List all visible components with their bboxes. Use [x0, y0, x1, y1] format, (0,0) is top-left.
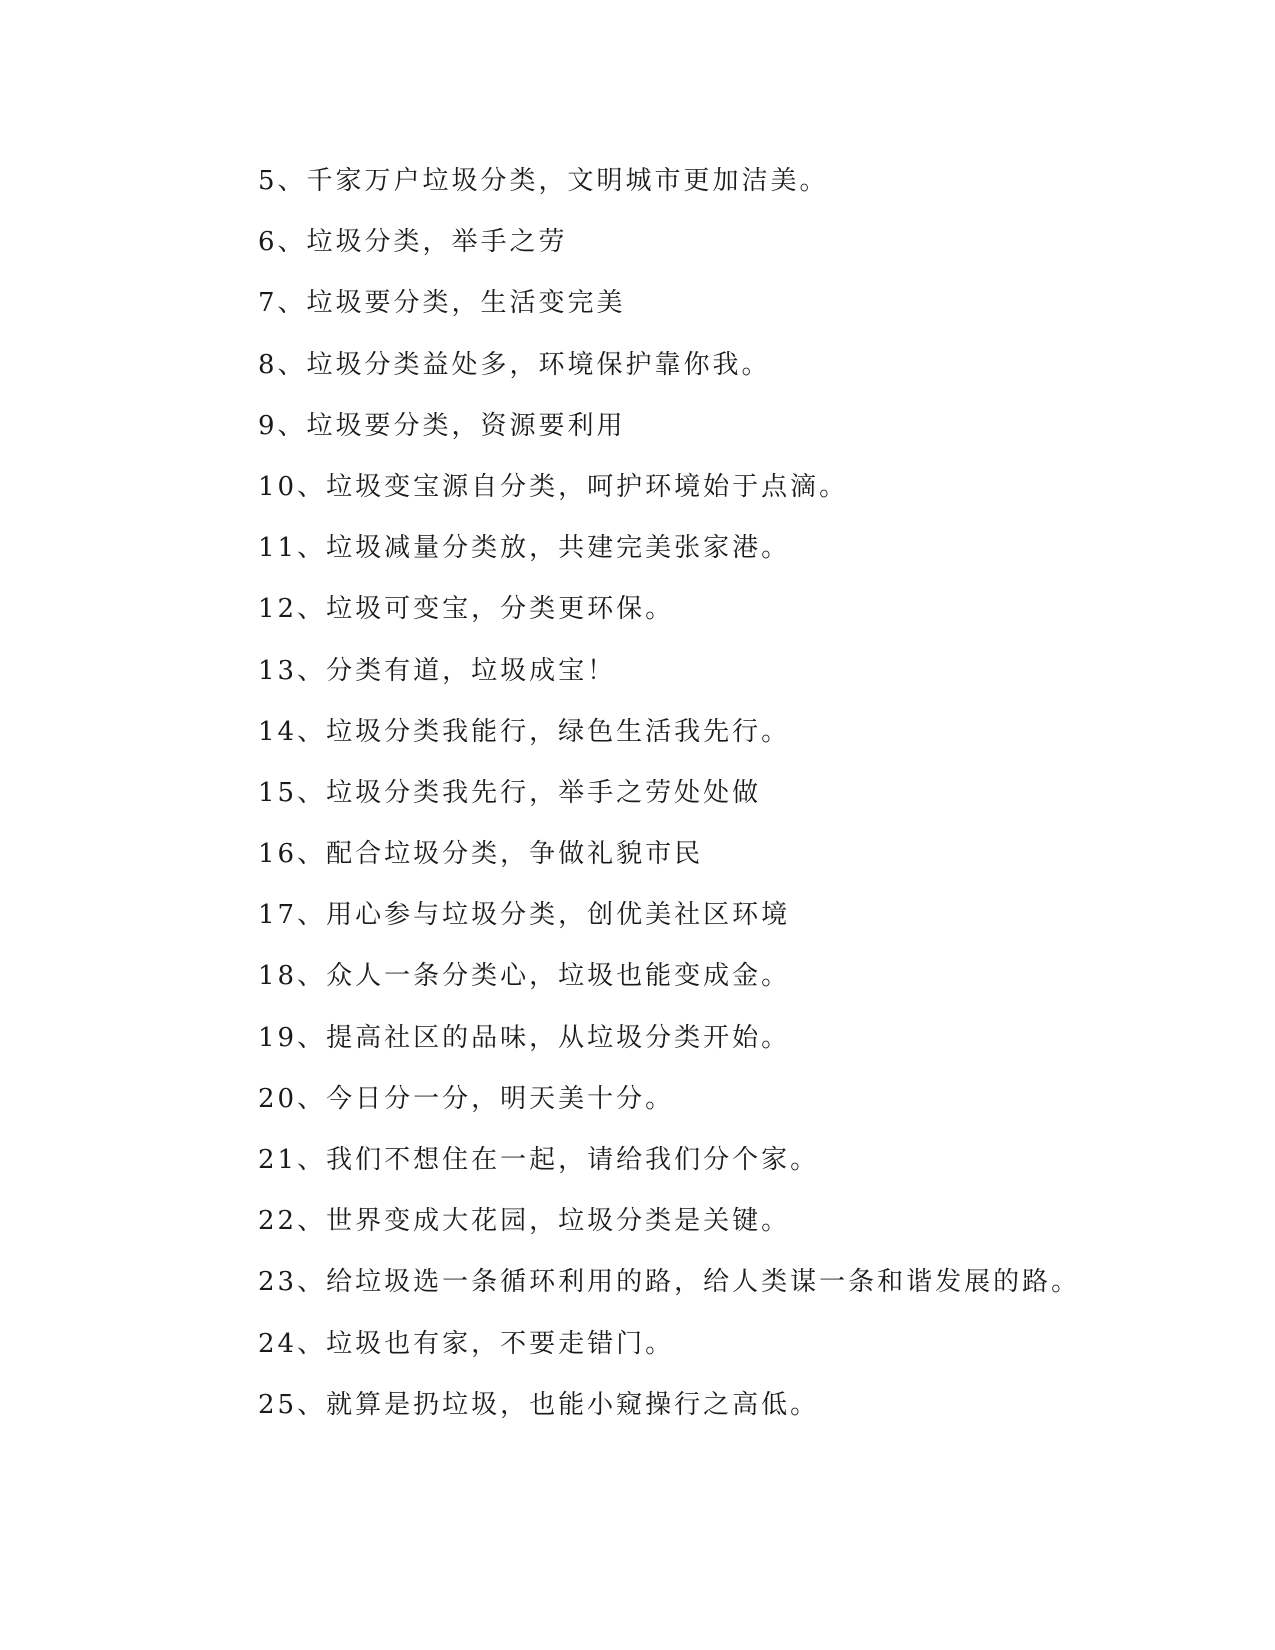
list-item: 6、垃圾分类，举手之劳 [258, 227, 568, 258]
list-item: 19、提高社区的品味，从垃圾分类开始。 [258, 1022, 791, 1053]
list-item: 9、垃圾要分类，资源要利用 [258, 410, 626, 441]
list-item: 14、垃圾分类我能行，绿色生活我先行。 [258, 716, 791, 747]
list-item: 23、给垃圾选一条循环利用的路，给人类谋一条和谐发展的路。 [258, 1267, 1081, 1298]
list-item: 7、垃圾要分类，生活变完美 [258, 288, 626, 319]
list-item: 10、垃圾变宝源自分类，呵护环境始于点滴。 [258, 471, 849, 502]
list-item: 17、用心参与垃圾分类，创优美社区环境 [258, 900, 791, 931]
list-item: 25、就算是扔垃圾，也能小窥操行之高低。 [258, 1389, 820, 1420]
list-item: 15、垃圾分类我先行，举手之劳处处做 [258, 777, 762, 808]
slogan-list [258, 162, 1080, 1447]
list-item: 11、垃圾减量分类放，共建完美张家港。 [258, 533, 791, 564]
list-item: 16、配合垃圾分类，争做礼貌市民 [258, 839, 704, 870]
list-item: 5、千家万户垃圾分类，文明城市更加洁美。 [258, 166, 829, 196]
list-item: 21、我们不想住在一起，请给我们分个家。 [258, 1145, 820, 1175]
list-item: 24、垃圾也有家，不要走错门。 [258, 1328, 675, 1359]
list-item: 22、世界变成大花园，垃圾分类是关键。 [258, 1206, 791, 1237]
list-item: 12、垃圾可变宝，分类更环保。 [258, 594, 675, 625]
list-item: 18、众人一条分类心，垃圾也能变成金。 [258, 961, 791, 992]
list-item: 13、分类有道，垃圾成宝！ [258, 655, 617, 686]
list-item: 8、垃圾分类益处多，环境保护靠你我。 [258, 349, 771, 380]
list-item: 20、今日分一分，明天美十分。 [258, 1083, 675, 1114]
